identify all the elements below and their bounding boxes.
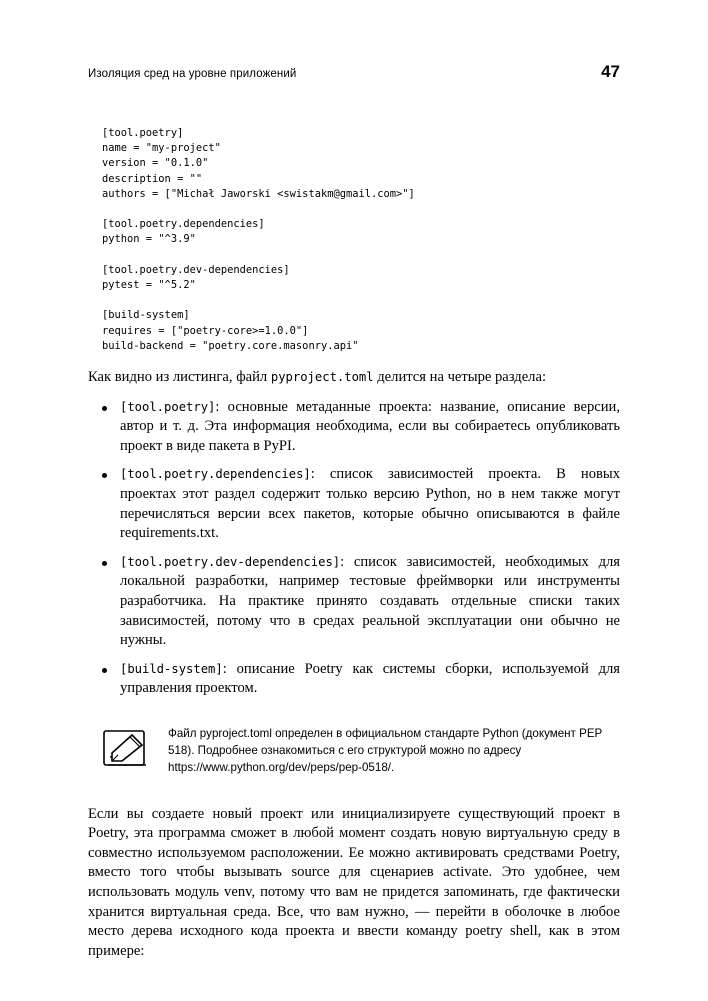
note-callout <box>88 725 620 777</box>
code-line: name = "my-project" <box>102 142 221 155</box>
code-line: [tool.poetry] <box>102 127 184 139</box>
code-line: [build-system] <box>102 309 190 322</box>
list-item-text: : описание Poetry как системы сборки, используемой для управления проектом. <box>120 660 620 697</box>
code-line: version = "0.1.0" <box>102 157 209 170</box>
section-list <box>88 398 620 699</box>
list-item <box>88 465 620 543</box>
page-header <box>88 62 620 82</box>
code-line: python = "^3.9" <box>102 233 196 246</box>
list-item-text: : список зависимостей, необходимых для локальной разработки, например тестовые фреймворки или инструменты разработчика. На практике принято создавать отдельные списки таких зависимостей, потому что в средах реальной эксплуатации они обычно не нужны. <box>120 553 620 649</box>
list-item-term: [build-system] <box>120 661 223 676</box>
code-line: pytest = "^5.2" <box>102 279 196 292</box>
list-item-term: [tool.poetry.dev-dependencies] <box>120 554 341 569</box>
code-line: requires = ["poetry-core>=1.0.0"] <box>102 324 309 337</box>
list-item-text: : список зависимостей проекта. В новых проектах этот раздел содержит только версию Python, но в нем также могут перечисляться версии всех пакетов, которые обычно описываются в файле requirements.txt. <box>120 466 620 542</box>
note-pencil-icon <box>102 725 162 776</box>
code-line: [tool.poetry.dev-dependencies] <box>102 263 290 276</box>
closing-paragraph: Если вы создаете новый проект или инициализируете существующий проект в Poetry, эта программа сможет в любой момент создать новую виртуальную среду в совместно используемом расположении. Ее можно активировать средствами Poetry, вместо того чтобы вызывать source для сценариев activate. Это удобнее, чем использовать модуль venv, потому что вам не придется запоминать, где фактически хранится виртуальная среда. Все, что вам нужно, — перейти в оболочке в любое место дерева исходного кода проекта и ввести команду poetry shell, как в этом примере: <box>88 805 620 959</box>
list-item <box>88 553 620 651</box>
intro-before: Как видно из листинга, файл <box>88 369 271 386</box>
code-line: description = "" <box>102 172 203 185</box>
code-line: build-backend = "poetry.core.masonry.api" <box>102 339 359 352</box>
code-line: authors = ["Michał Jaworski <swistakm@gmail.com>"] <box>102 187 415 200</box>
code-listing <box>102 126 620 354</box>
code-line: [tool.poetry.dependencies] <box>102 218 265 231</box>
note-text: Файл pyproject.toml определен в официальном стандарте Python (документ PEP 518). Подробнее ознакомиться с его структурой можно по адресу https://www.python.org/dev/peps/pep-0518/. <box>168 726 603 775</box>
intro-paragraph <box>88 368 620 388</box>
list-item <box>88 660 620 699</box>
intro-mono-term: pyproject.toml <box>270 370 374 385</box>
list-item-term: [tool.poetry] <box>120 399 216 414</box>
closing-block <box>88 805 620 962</box>
intro-after: делится на четыре раздела: <box>373 369 546 386</box>
page-number: 47 <box>601 62 620 81</box>
list-item-term: [tool.poetry.dependencies] <box>120 467 311 482</box>
list-item <box>88 398 620 457</box>
list-item-text: : основные метаданные проекта: название, описание версии, автор и т. д. Эта информация необходима, если вы собираетесь опубликовать проект в виде пакета в PyPI. <box>120 398 620 454</box>
running-title: Изоляция сред на уровне приложений <box>88 68 297 80</box>
